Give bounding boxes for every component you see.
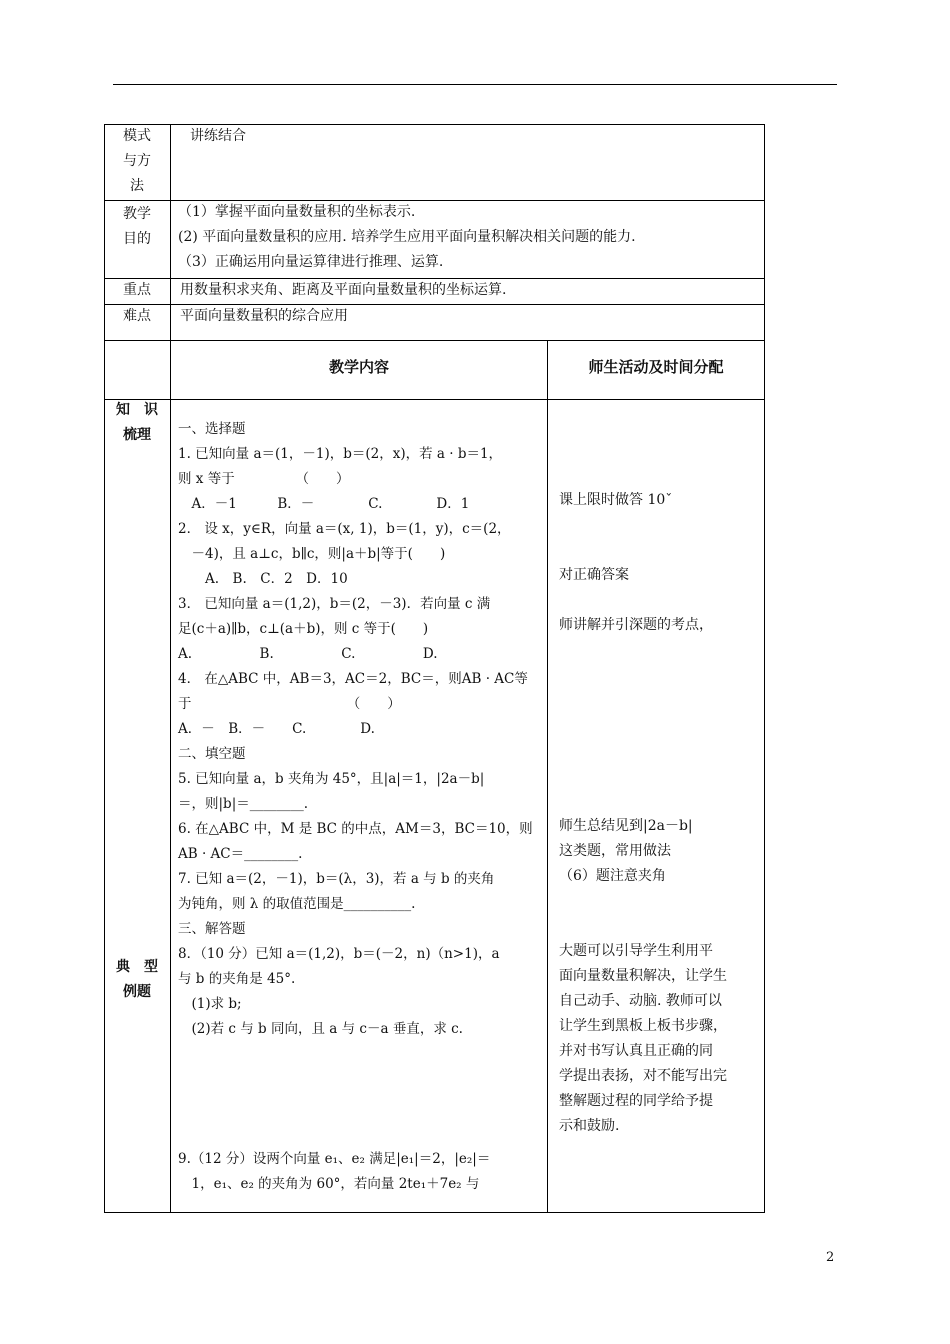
goal-item: (2) 平面向量数量积的应用. 培养学生应用平面向量积解决相关问题的能力. xyxy=(178,229,636,245)
activity-line: 这类题，常用做法 xyxy=(559,843,671,859)
table-border-right xyxy=(764,124,765,1213)
mode-label xyxy=(104,124,170,199)
activity-summary xyxy=(559,814,693,889)
activity-guidance xyxy=(559,939,727,1139)
activity-answers: 对正确答案 xyxy=(559,567,629,583)
difficult-label: 难点 xyxy=(123,308,151,324)
content-line: 与 b 的夹角是 45°. xyxy=(178,971,296,987)
content-line: AB · AC＝________. xyxy=(178,846,303,862)
content-line: (2)若 c 与 b 同向，且 a 与 c－a 垂直，求 c. xyxy=(178,1021,463,1037)
goal-item: （3）正确运用向量运算律进行推理、运算. xyxy=(178,254,444,270)
question-9 xyxy=(178,1147,490,1197)
content-line: ＝，则|b|＝________. xyxy=(178,796,309,812)
label-line: 模式 xyxy=(123,128,151,144)
header-rule xyxy=(113,84,837,85)
label-line: 典 型 xyxy=(116,959,158,975)
label-line: 知 识 xyxy=(116,402,158,418)
content-line: 为钝角，则 λ 的取值范围是__________. xyxy=(178,896,416,912)
content-line: 1，e₁、e₂ 的夹角为 60°，若向量 2te₁＋7e₂ 与 xyxy=(178,1176,480,1192)
content-line: 4． 在△ABC 中，AB＝3，AC＝2，BC＝，则AB · AC等 xyxy=(178,671,528,687)
content-line: 7. 已知 a＝(2，－1)，b＝(λ，3)，若 a 与 b 的夹角 xyxy=(178,871,495,887)
label-line: 目的 xyxy=(123,231,151,247)
content-line: 8．（10 分）已知 a＝(1,2)，b＝(－2，n)（n>1)，a xyxy=(178,946,500,962)
activity-line: 师生总结见到|2a－b| xyxy=(559,818,693,834)
content-line: A. B. C．2 D．10 xyxy=(178,571,348,587)
content-line: 于 （ ） xyxy=(178,696,401,712)
activity-line: 大题可以引导学生利用平 xyxy=(559,943,713,959)
activity-line: 并对书写认真且正确的同 xyxy=(559,1043,713,1059)
content-body xyxy=(178,417,533,1042)
column-divider xyxy=(170,124,171,1213)
mode-text: 讲练结合 xyxy=(190,128,246,144)
content-line: －4)，且 a⊥c，b∥c，则|a＋b|等于( ) xyxy=(178,546,446,562)
content-line: (1)求 b; xyxy=(178,996,242,1012)
content-line: A. B. C. D. xyxy=(178,646,438,662)
label-line: 法 xyxy=(130,178,144,194)
content-line: 9.（12 分）设两个向量 e₁、e₂ 满足|e₁|＝2，|e₂|＝ xyxy=(178,1151,491,1167)
activity-line: 让学生到黑板上板书步骤， xyxy=(559,1018,727,1034)
activity-line: 自己动手、动脑. 教师可以 xyxy=(559,993,722,1009)
activity-line: 示和鼓励. xyxy=(559,1118,620,1134)
content-line: 则 x 等于 （ ） xyxy=(178,471,350,487)
examples-label xyxy=(104,955,170,1005)
content-line: A．－1 B．－ C. D．1 xyxy=(178,496,470,512)
activity-time: 课上限时做答 10ˇ xyxy=(559,492,673,508)
knowledge-label xyxy=(104,398,170,448)
row-divider xyxy=(104,340,765,341)
goals-list xyxy=(178,200,636,275)
content-line: 5. 已知向量 a，b 夹角为 45°，且|a|＝1，|2a－b| xyxy=(178,771,485,787)
key-label: 重点 xyxy=(123,282,151,298)
content-line: 二、填空题 xyxy=(178,746,246,762)
activity-line: （6）题注意夹角 xyxy=(559,868,666,884)
activity-line: 整解题过程的同学给予提 xyxy=(559,1093,713,1109)
label-line: 与方 xyxy=(123,153,151,169)
goal-item: （1）掌握平面向量数量积的坐标表示. xyxy=(178,204,416,220)
content-line: 一、选择题 xyxy=(178,421,246,437)
activity-line: 学提出表扬，对不能写出完 xyxy=(559,1068,727,1084)
activity-header: 师生活动及时间分配 xyxy=(588,358,724,376)
content-header: 教学内容 xyxy=(328,358,389,376)
label-line: 梳理 xyxy=(123,427,151,443)
column-divider xyxy=(547,340,548,1213)
content-line: A．－ B．－ C. D. xyxy=(178,721,375,737)
label-line: 例题 xyxy=(123,984,151,1000)
table-border-bottom xyxy=(104,1212,765,1213)
goals-label xyxy=(104,202,170,252)
content-line: 足(c＋a)∥b，c⊥(a＋b)，则 c 等于( ) xyxy=(178,621,429,637)
content-line: 1. 已知向量 a＝(1，－1)，b＝(2，x)，若 a · b＝1， xyxy=(178,446,503,462)
page-number: 2 xyxy=(826,1250,835,1265)
lesson-table xyxy=(104,124,765,1213)
key-text: 用数量积求夹角、距离及平面向量数量积的坐标运算. xyxy=(180,282,507,298)
label-line: 教学 xyxy=(123,206,151,222)
content-line: 2． 设 x，y∈R，向量 a＝(x, 1)，b＝(1，y)，c＝(2， xyxy=(178,521,511,537)
activity-explain: 师讲解并引深题的考点， xyxy=(559,617,713,633)
content-line: 3． 已知向量 a＝(1,2)，b＝(2，－3)．若向量 c 满 xyxy=(178,596,491,612)
activity-line: 面向量数量积解决，让学生 xyxy=(559,968,727,984)
content-line: 三、解答题 xyxy=(178,921,246,937)
row-divider xyxy=(104,399,765,400)
difficult-text: 平面向量数量积的综合应用 xyxy=(180,308,348,324)
content-line: 6. 在△ABC 中，M 是 BC 的中点，AM＝3，BC＝10，则 xyxy=(178,821,533,837)
